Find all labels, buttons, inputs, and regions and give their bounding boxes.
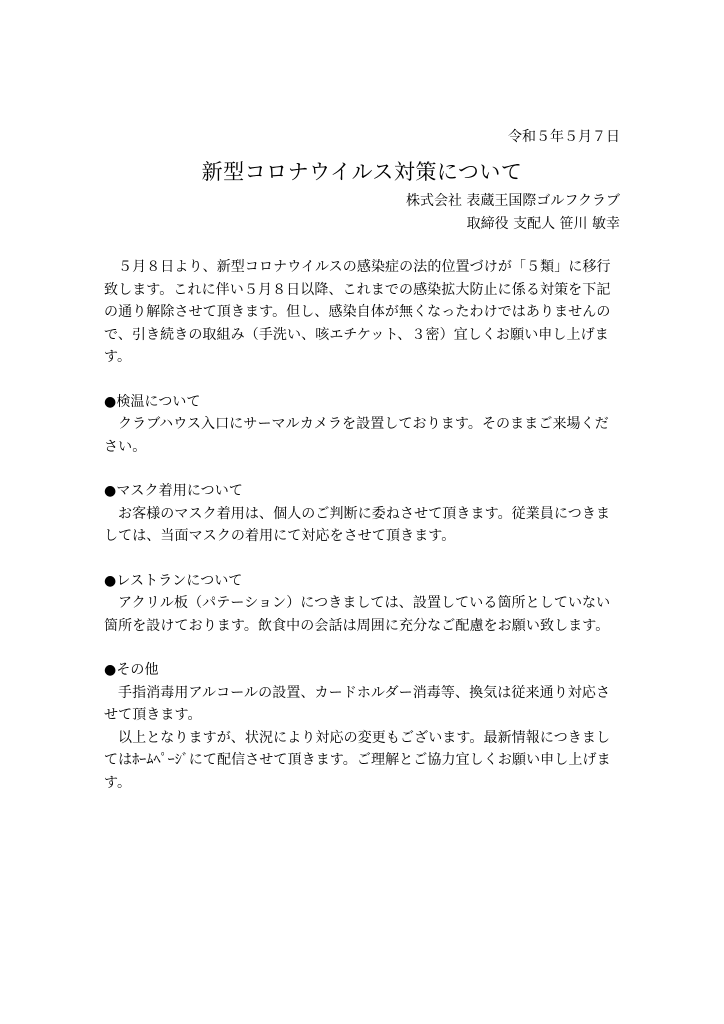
section-temperature <box>104 391 622 459</box>
document-date: 令和５年５月７日 <box>508 129 620 145</box>
intro-paragraph: ５月８日より、新型コロナウイルスの感染症の法的位置づけが「５類」に移行致します。これに伴い５月８日以降、これまでの感染拡大防止に係る対策を下記の通り解除させて頂きます。但し、感染自体が無くなったわけではありませんので、引き続きの取組み（手洗い、咳エチケット、３密）宜しくお願い申し上げます。 <box>104 259 611 365</box>
section-other <box>104 659 622 727</box>
section-text: お客様のマスク着用は、個人のご判断に委ねさせて頂きます。従業員につきましては、当面マスクの着用にて対応をさせて頂きます。 <box>104 505 611 544</box>
section-text: アクリル板（パテーション）につきましては、設置している箇所としていない箇所を設けております。飲食中の会話は周囲に充分なご配慮をお願い致します。 <box>104 595 611 634</box>
section-text: クラブハウス入口にサーマルカメラを設置しております。そのままご来場ください。 <box>104 416 609 455</box>
section-heading: ●レストランについて <box>104 572 243 589</box>
company-name: 株式会社 表蔵王国際ゴルフクラブ <box>405 193 620 209</box>
signatory-name: 取締役 支配人 笹川 敏幸 <box>466 216 620 232</box>
section-heading: ●その他 <box>104 662 159 678</box>
section-text: 手指消毒用アルコールの設置、カードホルダー消毒等、換気は従来通り対応させて頂きます。 <box>104 684 611 723</box>
section-restaurant <box>104 570 622 638</box>
section-heading: ●検温について <box>104 393 201 410</box>
closing-paragraph: 以上となりますが、状況により対応の変更もございます。最新情報につきましてはﾎｰﾑﾍﾟｰｼﾞにて配信させて頂きます。ご理解とご協力宜しくお願い申し上げます。 <box>104 729 611 791</box>
section-mask <box>104 480 622 548</box>
document-title: 新型コロナウイルス対策について <box>201 160 523 184</box>
section-heading: ●マスク着用について <box>104 483 243 499</box>
document-body <box>104 256 622 794</box>
